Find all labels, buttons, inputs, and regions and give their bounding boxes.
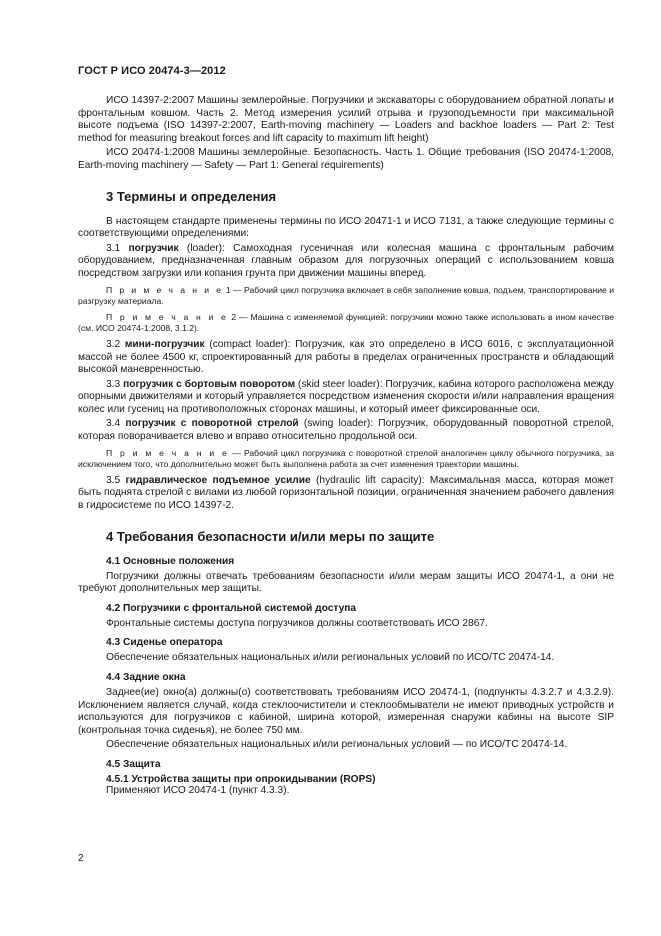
term-3-4-text: (swing loader): Погрузчик, оборудованный поворотной стрелой, которая поворачивается влево и вправо относительно продольной оси. bbox=[78, 418, 614, 443]
page-number: 2 bbox=[78, 853, 84, 864]
term-3-3 bbox=[78, 379, 614, 417]
term-3-1-number: 3.1 bbox=[106, 242, 121, 254]
term-3-5-term: гидравлическое подъемное усилие bbox=[125, 474, 311, 486]
term-3-2-number: 3.2 bbox=[106, 338, 121, 350]
note-1-text: 1 — Рабочий цикл погрузчика включает в себя заполнение ковша, подъем, транспортирование и разгрузку материала. bbox=[78, 284, 614, 307]
section-4-1-heading: 4.1 Основные положения bbox=[106, 555, 235, 567]
term-3-2-text: (compact loader): Погрузчик, как это определено в ИСО 6016, с эксплуатационной массой не более 4500 кг, спроектированный для работы в пределах ограниченных пространств и обладающий высокой маневренностью. bbox=[78, 338, 614, 376]
note-2 bbox=[78, 312, 614, 335]
term-3-5-number: 3.5 bbox=[106, 474, 121, 486]
term-3-5 bbox=[78, 475, 614, 513]
term-3-2-term: мини-погрузчик bbox=[124, 338, 205, 350]
term-3-3-number: 3.3 bbox=[106, 378, 121, 390]
section-3-intro: В настоящем стандарте применены термины по ИСО 20471-1 и ИСО 7131, а также следующие термины с соответствующими определениями: bbox=[78, 215, 614, 240]
section-4-3-heading: 4.3 Сиденье оператора bbox=[106, 637, 223, 649]
note-3-label: П р и м е ч а н и е bbox=[106, 447, 230, 458]
term-3-4-number: 3.4 bbox=[106, 418, 121, 430]
note-3 bbox=[78, 448, 614, 471]
section-4-4-text: Заднее(ие) окно(а) должны(о) соответствовать требованиям ИСО 20474-1, (подпункты 4.3.2.7 и 4.3.2.9). Исключением является случай, когда стеклоочистители и стеклообмыватели не имеют приводных устройств и используются для погрузчиков с кабиной, ширина которой, измеренная снаружи кабины на высоте SIP (контрольная точка сиденья), не более 750 мм. bbox=[78, 687, 614, 736]
term-3-3-term: погрузчик с бортовым поворотом bbox=[123, 378, 296, 390]
section-4-4-heading: 4.4 Задние окна bbox=[106, 672, 186, 683]
section-4-5-1-text: Применяют ИСО 20474-1 (пункт 4.3.3). bbox=[106, 784, 290, 796]
note-1-label: П р и м е ч а н и е bbox=[106, 284, 224, 295]
term-3-1 bbox=[78, 243, 614, 281]
section-4-2-text: Фронтальные системы доступа погрузчиков должны соответствовать ИСО 2867. bbox=[106, 617, 488, 629]
note-2-label: П р и м е ч а н и е bbox=[106, 311, 229, 322]
reference-iso-20474-1: ИСО 20474-1:2008 Машины землеройные. Безопасность. Часть 1. Общие требования (ISO 20474-1:2008, Earth-moving machinery — Safety — Part 1: General requirements) bbox=[78, 147, 614, 171]
term-3-2 bbox=[78, 339, 614, 377]
note-1 bbox=[78, 285, 614, 308]
term-3-4-term: погрузчик с поворотной стрелой bbox=[125, 418, 299, 430]
section-4-3-text: Обеспечение обязательных национальных и/или региональных условий по ИСО/ТС 20474-14. bbox=[106, 652, 555, 664]
section-4-heading: 4 Требования безопасности и/или меры по защите bbox=[106, 528, 435, 544]
section-3-heading: 3 Термины и определения bbox=[106, 188, 277, 204]
section-4-5-1-heading: 4.5.1 Устройства защиты при опрокидывании (ROPS) bbox=[106, 773, 376, 785]
note-3-text: — Рабочий цикл погрузчика с поворотной стрелой аналогичен циклу обычного погрузчика, за исключением того, что дополнительно может быть выполнена работа за счет изменения траектории машины. bbox=[78, 447, 614, 470]
term-3-5-text: (hydraulic lift capacity): Максимальная масса, которая может быть поднята стрелой с вилами из любой горизонтальной позиции, ограниченная значением рабочего давления в гидросистеме по ИСО 14397-2. bbox=[78, 474, 615, 512]
section-4-4-text-2: Обеспечение обязательных национальных и/или региональных условий — по ИСО/ТС 20474-14. bbox=[106, 739, 568, 751]
note-2-text: 2 — Машина с изменяемой функцией: погрузчики можно также использовать в ином качестве (см. ИСО 20474-1:2008, 3.1.2). bbox=[78, 311, 614, 334]
term-3-3-text: (skid steer loader): Погрузчик, кабина которого расположена между опорными движителями и который управляется посредством изменения скорости и/или направления вращения колес или гусениц на противоположных сторонах машины, и который имеет фиксированные оси. bbox=[78, 378, 614, 415]
term-3-4 bbox=[78, 418, 614, 443]
term-3-1-term: погрузчик bbox=[128, 242, 179, 254]
reference-iso-14397-2: ИСО 14397-2:2007 Машины землеройные. Погрузчики и экскаваторы с оборудованием обратной лопаты и фронтальным ковшом. Часть 2. Метод измерения усилий отрыва и грузоподъемности при максимальной высоте подъема (ISO 14397-2:2007, Earth-moving machinery — Loaders and backhoe loaders — Part 2: Test method for measuring breakout forces and lift capacity to maximum lift height) bbox=[78, 95, 614, 144]
term-3-1-text: (loader): Самоходная гусеничная или колесная машина с фронтальным рабочим оборудованием, предназначенная главным образом для погрузочных операций с использованием ковша посредством загрузки или копания грунта при движении машины вперед. bbox=[78, 242, 614, 279]
section-4-1-text: Погрузчики должны отвечать требованиям безопасности и/или мерам защиты ИСО 20474-1, а они не требуют дополнительных мер защиты. bbox=[78, 570, 614, 595]
document-body bbox=[78, 95, 614, 798]
section-4-2-heading: 4.2 Погрузчики с фронтальной системой доступа bbox=[106, 602, 357, 614]
document-header: ГОСТ Р ИСО 20474-3—2012 bbox=[78, 65, 226, 77]
section-4-5-heading: 4.5 Защита bbox=[106, 758, 161, 770]
